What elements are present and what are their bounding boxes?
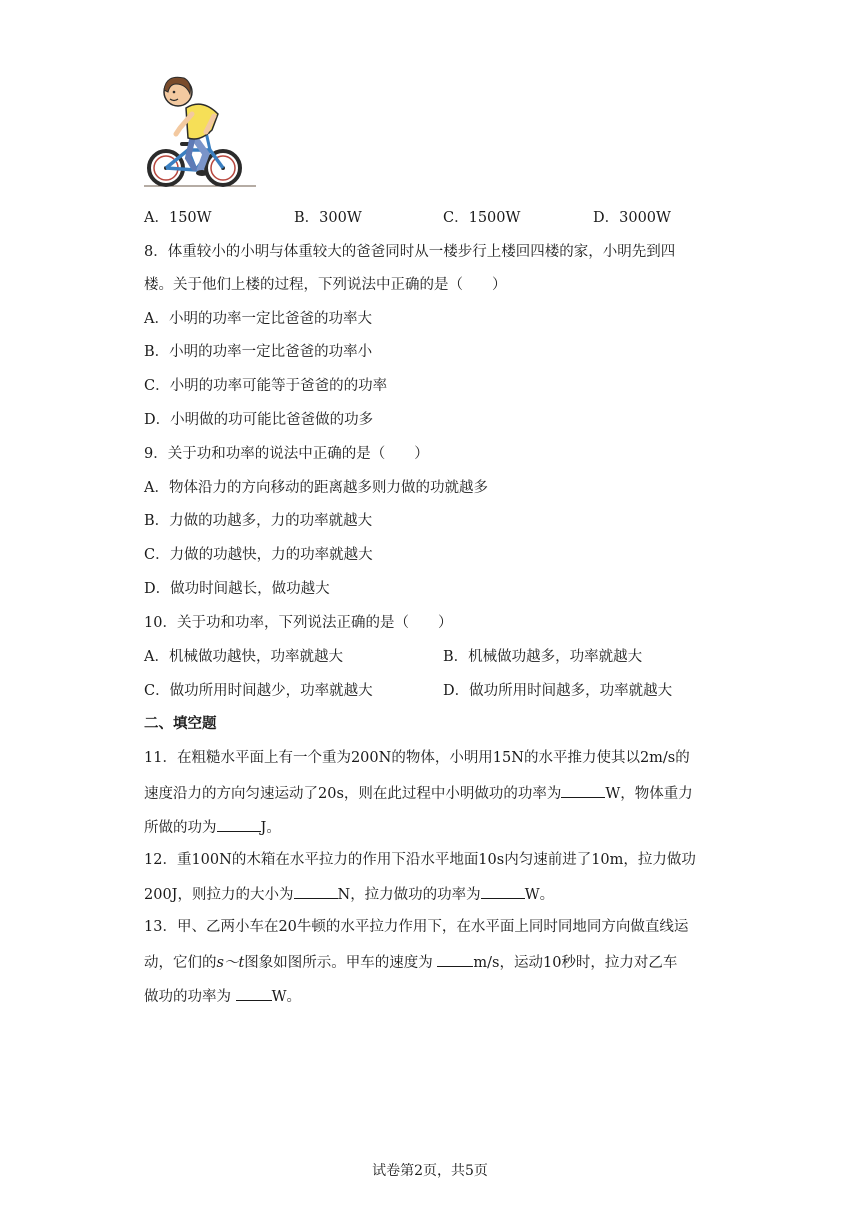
q11-line2-text-a: 速度沿力的方向匀速运动了20s，则在此过程中小明做功的功率为 (144, 786, 562, 802)
q10-option-d: D．做功所用时间越多，功率就越大 (443, 683, 673, 699)
q13-line2-text-c: m/s，运动10秒时，拉力对乙车 (473, 955, 678, 971)
q13-line3-text-a: 做功的功率为 (144, 989, 236, 1005)
q7-option-a: A．150W (144, 210, 212, 226)
q8-option-b: B．小明的功率一定比爸爸的功率小 (144, 344, 373, 360)
cyclist-illustration (140, 72, 260, 190)
q11-line3-text-b: J。 (260, 820, 281, 836)
q8-option-a: A．小明的功率一定比爸爸的功率大 (144, 311, 372, 327)
q12-line2-text-a: 200J，则拉力的大小为 (144, 887, 294, 903)
q12-blank-force[interactable] (294, 883, 338, 899)
q9-stem: 9．关于功和功率的说法中正确的是（ ） (144, 446, 429, 462)
q11-line2 (144, 782, 693, 804)
q9-option-b: B．力做的功越多，力的功率就越大 (144, 513, 373, 529)
q13-blank-speed[interactable] (437, 951, 473, 967)
q10-option-c: C．做功所用时间越少，功率就越大 (144, 683, 373, 699)
q13-st-variable: s～t (216, 955, 245, 971)
q13-line2-text-b: 图象如图所示。甲车的速度为 (244, 955, 438, 971)
q10-option-b: B．机械做功越多，功率就越大 (443, 649, 643, 665)
q11-line3 (144, 816, 281, 838)
q7-option-b: B．300W (294, 210, 362, 226)
q9-option-c: C．力做的功越快，力的功率就越大 (144, 547, 373, 563)
q13-blank-power[interactable] (236, 985, 272, 1001)
q11-line2-text-b: W，物体重力 (605, 786, 693, 802)
q12-line2 (144, 883, 554, 905)
q13-line1: 13．甲、乙两小车在20牛顿的水平拉力作用下，在水平面上同时同地同方向做直线运 (144, 919, 689, 935)
q11-blank-power[interactable] (561, 782, 605, 798)
q7-option-c: C．1500W (443, 210, 521, 226)
q10-option-a: A．机械做功越快，功率就越大 (144, 649, 343, 665)
page-footer: 试卷第2页，共5页 (372, 1163, 488, 1179)
q13-line3-text-b: W。 (271, 989, 302, 1005)
q8-stem-line2: 楼。关于他们上楼的过程，下列说法中正确的是（ ） (144, 277, 507, 293)
section-title-fill-in: 二、填空题 (144, 715, 217, 732)
q9-option-d: D．做功时间越长，做功越大 (144, 581, 330, 597)
q13-line2-text-a: 动，它们的 (144, 955, 217, 971)
q12-line2-text-c: W。 (524, 887, 555, 903)
q7-option-d: D．3000W (593, 210, 671, 226)
q8-option-d: D．小明做的功可能比爸爸做的功多 (144, 412, 374, 428)
q13-line2 (144, 951, 677, 973)
q13-line3 (144, 985, 301, 1007)
q11-line1: 11．在粗糙水平面上有一个重为200N的物体，小明用15N的水平推力使其以2m/s的 (144, 750, 690, 766)
q8-option-c: C．小明的功率可能等于爸爸的的功率 (144, 378, 388, 394)
q11-line3-text-a: 所做的功为 (144, 820, 217, 836)
q10-stem: 10．关于功和功率，下列说法正确的是（ ） (144, 615, 453, 631)
q12-line2-text-b: N，拉力做功的功率为 (337, 887, 481, 903)
q8-stem-line1: 8．体重较小的小明与体重较大的爸爸同时从一楼步行上楼回四楼的家，小明先到四 (144, 244, 676, 260)
q12-blank-power[interactable] (481, 883, 525, 899)
q11-blank-work[interactable] (217, 816, 261, 832)
q9-option-a: A．物体沿力的方向移动的距离越多则力做的功就越多 (144, 480, 488, 496)
q12-line1: 12．重100N的木箱在水平拉力的作用下沿水平地面10s内匀速前进了10m，拉力做功 (144, 852, 696, 868)
